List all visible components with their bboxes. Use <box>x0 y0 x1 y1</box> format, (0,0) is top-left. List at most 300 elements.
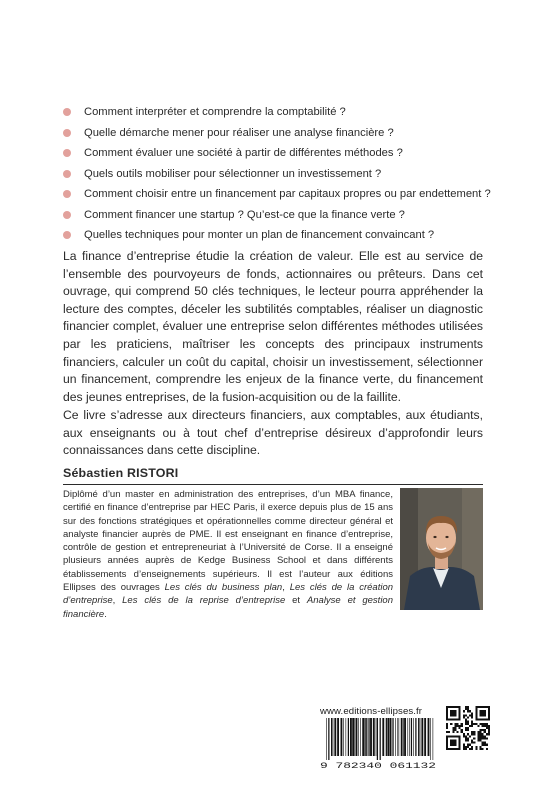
qr-module <box>459 712 461 714</box>
qr-module <box>471 712 473 714</box>
qr-module <box>448 731 450 733</box>
bullet-icon <box>63 129 71 137</box>
audience-paragraph: Ce livre s’adresse aux directeurs financiers, aux comptables, aux étudiants, aux enseignants ou à tout chef d’entreprise désireux d’approfondir leurs connaissances dans cette discipline. <box>63 408 483 458</box>
qr-module <box>446 727 448 729</box>
qr-module <box>484 710 486 712</box>
qr-module <box>488 731 490 733</box>
qr-module <box>467 721 469 723</box>
qr-module <box>459 742 461 744</box>
qr-module <box>461 725 463 727</box>
barcode-bar <box>348 718 349 756</box>
barcode-bar <box>331 718 332 756</box>
qr-module <box>471 725 473 727</box>
qr-module <box>456 719 458 721</box>
qr-module <box>480 735 482 737</box>
qr-module <box>473 737 475 739</box>
qr-module <box>480 733 482 735</box>
barcode-bar <box>390 718 392 756</box>
qr-module <box>480 748 482 750</box>
qr-module <box>446 706 448 708</box>
qr-module <box>488 710 490 712</box>
qr-module <box>448 719 450 721</box>
qr-module <box>446 719 448 721</box>
qr-module <box>467 744 469 746</box>
qr-module <box>467 729 469 731</box>
qr-module <box>459 706 461 708</box>
qr-module <box>482 742 484 744</box>
qr-module <box>459 708 461 710</box>
barcode-bar <box>354 718 355 756</box>
qr-module <box>477 733 479 735</box>
qr-module <box>482 719 484 721</box>
qr-module <box>454 748 456 750</box>
barcode-bar <box>401 718 402 756</box>
qr-module <box>446 735 448 737</box>
qr-module <box>467 737 469 739</box>
qr-module <box>482 714 484 716</box>
barcode-bar <box>399 718 400 756</box>
qr-module <box>482 710 484 712</box>
qr-module <box>484 729 486 731</box>
isbn-barcode <box>320 718 438 770</box>
qr-module <box>469 744 471 746</box>
qr-module <box>467 708 469 710</box>
qr-module <box>465 723 467 725</box>
qr-module <box>459 710 461 712</box>
qr-module <box>469 710 471 712</box>
qr-module <box>446 710 448 712</box>
qr-module <box>461 731 463 733</box>
qr-module <box>467 746 469 748</box>
qr-module <box>459 746 461 748</box>
question-item <box>62 102 512 123</box>
qr-module <box>475 710 477 712</box>
barcode-bar <box>421 718 423 756</box>
qr-module <box>456 723 458 725</box>
qr-module <box>482 733 484 735</box>
qr-module <box>482 737 484 739</box>
qr-module <box>465 721 467 723</box>
qr-module <box>452 740 454 742</box>
qr-module <box>446 725 448 727</box>
qr-module <box>463 733 465 735</box>
qr-module <box>488 714 490 716</box>
qr-module <box>465 714 467 716</box>
qr-module <box>456 735 458 737</box>
qr-module <box>452 742 454 744</box>
barcode-bar <box>387 718 389 756</box>
qr-module <box>486 737 488 739</box>
qr-module <box>480 706 482 708</box>
qr-module <box>465 708 467 710</box>
qr-module <box>452 735 454 737</box>
qr-module <box>461 729 463 731</box>
question-item <box>62 225 512 246</box>
qr-module <box>467 727 469 729</box>
qr-module <box>477 719 479 721</box>
qr-module <box>477 706 479 708</box>
qr-module <box>454 714 456 716</box>
publisher-website: www.editions-ellipses.fr <box>320 706 423 717</box>
qr-module <box>480 714 482 716</box>
barcode-bar <box>433 718 434 760</box>
qr-module <box>484 731 486 733</box>
bio-separator: , <box>112 595 123 607</box>
barcode-bar <box>356 718 358 756</box>
author-photo <box>400 488 483 610</box>
question-text: Comment financer une startup ? Qu’est-ce que la finance verte ? <box>84 208 405 221</box>
qr-code <box>446 706 490 750</box>
qr-module <box>446 740 448 742</box>
qr-module <box>454 735 456 737</box>
qr-module <box>459 748 461 750</box>
qr-module <box>488 725 490 727</box>
qr-module <box>471 731 473 733</box>
question-text: Comment choisir entre un financement par capitaux propres ou par endettement ? <box>84 188 491 200</box>
question-text: Quelles techniques pour monter un plan de financement convaincant ? <box>84 229 435 241</box>
qr-module <box>484 706 486 708</box>
qr-module <box>456 731 458 733</box>
qr-module <box>488 712 490 714</box>
qr-module <box>467 710 469 712</box>
qr-module <box>461 723 463 725</box>
question-text: Quels outils mobiliser pour sélectionner un investissement ? <box>84 167 382 180</box>
barcode-bar <box>404 718 406 756</box>
qr-module <box>484 742 486 744</box>
question-item <box>62 164 512 185</box>
qr-module <box>484 714 486 716</box>
qr-module <box>480 746 482 748</box>
barcode-bar <box>333 718 334 756</box>
qr-module <box>486 748 488 750</box>
qr-module <box>484 723 486 725</box>
qr-module <box>450 744 452 746</box>
qr-module <box>488 727 490 729</box>
qr-module <box>450 706 452 708</box>
question-text: Quelle démarche mener pour réaliser une analyse financière ? <box>84 126 394 139</box>
qr-module <box>482 748 484 750</box>
question-text: Comment interpréter et comprendre la comptabilité ? <box>84 106 346 118</box>
qr-module <box>459 740 461 742</box>
qr-module <box>471 740 473 742</box>
qr-module <box>448 735 450 737</box>
barcode-bar <box>376 718 377 756</box>
qr-module <box>448 706 450 708</box>
barcode-bar <box>420 718 421 756</box>
qr-module <box>463 748 465 750</box>
qr-module <box>469 725 471 727</box>
barcode-bar <box>418 718 419 756</box>
barcode-bar <box>402 718 403 756</box>
qr-module <box>454 742 456 744</box>
qr-module <box>450 712 452 714</box>
qr-module <box>465 719 467 721</box>
barcode-bar <box>326 718 327 760</box>
qr-module <box>477 731 479 733</box>
qr-module <box>446 723 448 725</box>
bio-separator: , <box>282 582 290 594</box>
qr-module <box>471 748 473 750</box>
qr-module <box>465 737 467 739</box>
author-name: Sébastien RISTORI <box>63 466 179 480</box>
qr-module <box>459 737 461 739</box>
qr-module <box>465 746 467 748</box>
qr-module <box>465 706 467 708</box>
barcode-bar <box>341 718 343 756</box>
book-title: Analyse et gestion financière <box>63 595 393 620</box>
qr-module <box>484 735 486 737</box>
barcode-bar <box>366 718 367 756</box>
qr-module <box>446 716 448 718</box>
qr-module <box>475 748 477 750</box>
qr-module <box>446 746 448 748</box>
bullet-icon <box>63 170 71 178</box>
qr-module <box>459 716 461 718</box>
barcode-bar <box>407 718 408 756</box>
bullet-icon <box>63 108 71 116</box>
qr-module <box>459 725 461 727</box>
barcode-bar <box>411 718 412 756</box>
qr-module <box>488 719 490 721</box>
qr-module <box>452 710 454 712</box>
qr-module <box>482 729 484 731</box>
qr-module <box>488 708 490 710</box>
qr-module <box>482 706 484 708</box>
qr-module <box>463 716 465 718</box>
qr-module <box>471 716 473 718</box>
qr-module <box>459 735 461 737</box>
qr-module <box>450 714 452 716</box>
qr-module <box>450 719 452 721</box>
question-item <box>62 184 512 205</box>
qr-module <box>450 710 452 712</box>
qr-module <box>452 729 454 731</box>
qr-module <box>454 727 456 729</box>
barcode-bar <box>350 718 352 756</box>
qr-module <box>467 716 469 718</box>
qr-module <box>471 723 473 725</box>
qr-module <box>450 740 452 742</box>
qr-module <box>452 727 454 729</box>
qr-module <box>454 744 456 746</box>
qr-module <box>469 714 471 716</box>
qr-module <box>484 712 486 714</box>
book-title: Les clés du business plan <box>164 582 283 594</box>
qr-module <box>477 740 479 742</box>
barcode-bar <box>360 718 361 756</box>
qr-module <box>480 729 482 731</box>
qr-module <box>452 712 454 714</box>
barcode-bar <box>373 718 375 756</box>
question-item <box>62 143 512 164</box>
qr-module <box>465 748 467 750</box>
barcode-bar <box>358 718 359 756</box>
bio-end: . <box>104 608 107 620</box>
qr-module <box>446 742 448 744</box>
barcode-bar <box>430 718 431 760</box>
barcode-bar <box>362 718 364 756</box>
barcode-bar <box>334 718 336 756</box>
qr-module <box>450 748 452 750</box>
qr-module <box>454 723 456 725</box>
qr-module <box>467 706 469 708</box>
qr-module <box>488 706 490 708</box>
qr-module <box>484 719 486 721</box>
qr-module <box>452 744 454 746</box>
qr-module <box>467 733 469 735</box>
qr-module <box>463 714 465 716</box>
qr-module <box>446 731 448 733</box>
qr-module <box>486 725 488 727</box>
qr-module <box>473 731 475 733</box>
qr-module <box>456 706 458 708</box>
qr-module <box>475 712 477 714</box>
barcode-bar <box>380 718 381 760</box>
barcode-bar <box>368 718 369 756</box>
qr-module <box>480 740 482 742</box>
qr-module <box>475 716 477 718</box>
qr-module <box>482 723 484 725</box>
qr-module <box>446 712 448 714</box>
bio-separator: et <box>285 595 307 607</box>
bullet-icon <box>63 231 71 239</box>
qr-module <box>486 706 488 708</box>
qr-module <box>471 721 473 723</box>
qr-module <box>452 731 454 733</box>
qr-module <box>450 735 452 737</box>
qr-module <box>454 740 456 742</box>
qr-module <box>480 719 482 721</box>
qr-module <box>488 733 490 735</box>
qr-module <box>475 706 477 708</box>
barcode-bar <box>343 718 344 756</box>
qr-module <box>475 723 477 725</box>
question-item <box>62 205 512 226</box>
qr-module <box>459 744 461 746</box>
qr-module <box>469 748 471 750</box>
qr-module <box>484 744 486 746</box>
question-item <box>62 123 512 144</box>
barcode-bar <box>386 718 387 756</box>
qr-module <box>477 725 479 727</box>
qr-module <box>463 744 465 746</box>
qr-module <box>486 723 488 725</box>
qr-module <box>488 716 490 718</box>
barcode-bar <box>365 718 366 756</box>
qr-module <box>463 746 465 748</box>
qr-module <box>480 737 482 739</box>
qr-module <box>454 719 456 721</box>
book-title: Les clés de la création d’entreprise <box>63 582 394 607</box>
barcode-bar <box>370 718 372 756</box>
qr-module <box>465 735 467 737</box>
barcode-bar <box>428 718 430 756</box>
qr-module <box>446 708 448 710</box>
barcode-bar <box>392 718 393 756</box>
question-list <box>62 102 512 246</box>
qr-module <box>480 710 482 712</box>
qr-module <box>467 740 469 742</box>
qr-module <box>459 714 461 716</box>
qr-module <box>469 735 471 737</box>
qr-module <box>486 719 488 721</box>
qr-module <box>446 714 448 716</box>
qr-module <box>452 714 454 716</box>
qr-module <box>475 708 477 710</box>
qr-module <box>486 744 488 746</box>
bullet-icon <box>63 149 71 157</box>
qr-module <box>484 737 486 739</box>
qr-module <box>456 748 458 750</box>
qr-module <box>450 723 452 725</box>
barcode-bar <box>415 718 416 756</box>
qr-module <box>486 727 488 729</box>
qr-module <box>446 737 448 739</box>
barcode-bar <box>337 718 339 756</box>
book-title: Les clés de la reprise d’entreprise <box>122 595 286 607</box>
qr-module <box>475 746 477 748</box>
qr-module <box>450 742 452 744</box>
barcode-bar <box>352 718 354 756</box>
qr-module <box>480 712 482 714</box>
qr-module <box>452 719 454 721</box>
qr-module <box>454 712 456 714</box>
qr-module <box>471 746 473 748</box>
qr-module <box>484 725 486 727</box>
qr-module <box>473 733 475 735</box>
qr-module <box>465 727 467 729</box>
qr-module <box>452 748 454 750</box>
barcode-bar <box>346 718 347 756</box>
bullet-icon <box>63 190 71 198</box>
question-text: Comment évaluer une société à partir de différentes méthodes ? <box>84 147 403 159</box>
qr-module <box>465 729 467 731</box>
qr-module <box>463 735 465 737</box>
qr-module <box>446 748 448 750</box>
qr-module <box>459 719 461 721</box>
author-bio-text: Diplômé d’un master en administration des entreprises, d’un MBA finance, certifié en finance d’entreprise par HEC Paris, il exerce depuis plus de 15 ans sur des fonctions stratégiques et opérationnelles comme directeur général et analyste financier auprès de PME. Il est enseignant en finance d’entreprise, contrôle de gestion et entrepreneuriat à l’Université de Corse. Il a enseigné plusieurs années auprès de Kedge Business School et dans différents établissements d’enseignements supérieurs. Il est l’auteur aux éditions Ellipses des ouvrages <box>63 489 393 594</box>
qr-module <box>475 719 477 721</box>
qr-module <box>471 714 473 716</box>
qr-module <box>480 731 482 733</box>
barcode-bar <box>328 718 329 760</box>
qr-module <box>463 710 465 712</box>
qr-module <box>454 725 456 727</box>
qr-module <box>482 725 484 727</box>
qr-module <box>473 742 475 744</box>
qr-module <box>465 740 467 742</box>
qr-module <box>477 735 479 737</box>
qr-module <box>456 725 458 727</box>
qr-module <box>454 729 456 731</box>
author-divider <box>63 484 483 485</box>
qr-module <box>446 744 448 746</box>
qr-module <box>467 723 469 725</box>
barcode-bar <box>424 718 426 756</box>
qr-module <box>475 714 477 716</box>
qr-module <box>486 733 488 735</box>
qr-module <box>482 744 484 746</box>
barcode-bar <box>382 718 384 756</box>
barcode-bar <box>409 718 410 756</box>
qr-module <box>454 710 456 712</box>
qr-module <box>477 737 479 739</box>
bullet-icon <box>63 211 71 219</box>
barcode-bar <box>395 718 396 756</box>
barcode-number: 9 782340 061132 <box>320 761 436 770</box>
qr-module <box>473 723 475 725</box>
barcode-bar <box>413 718 414 756</box>
